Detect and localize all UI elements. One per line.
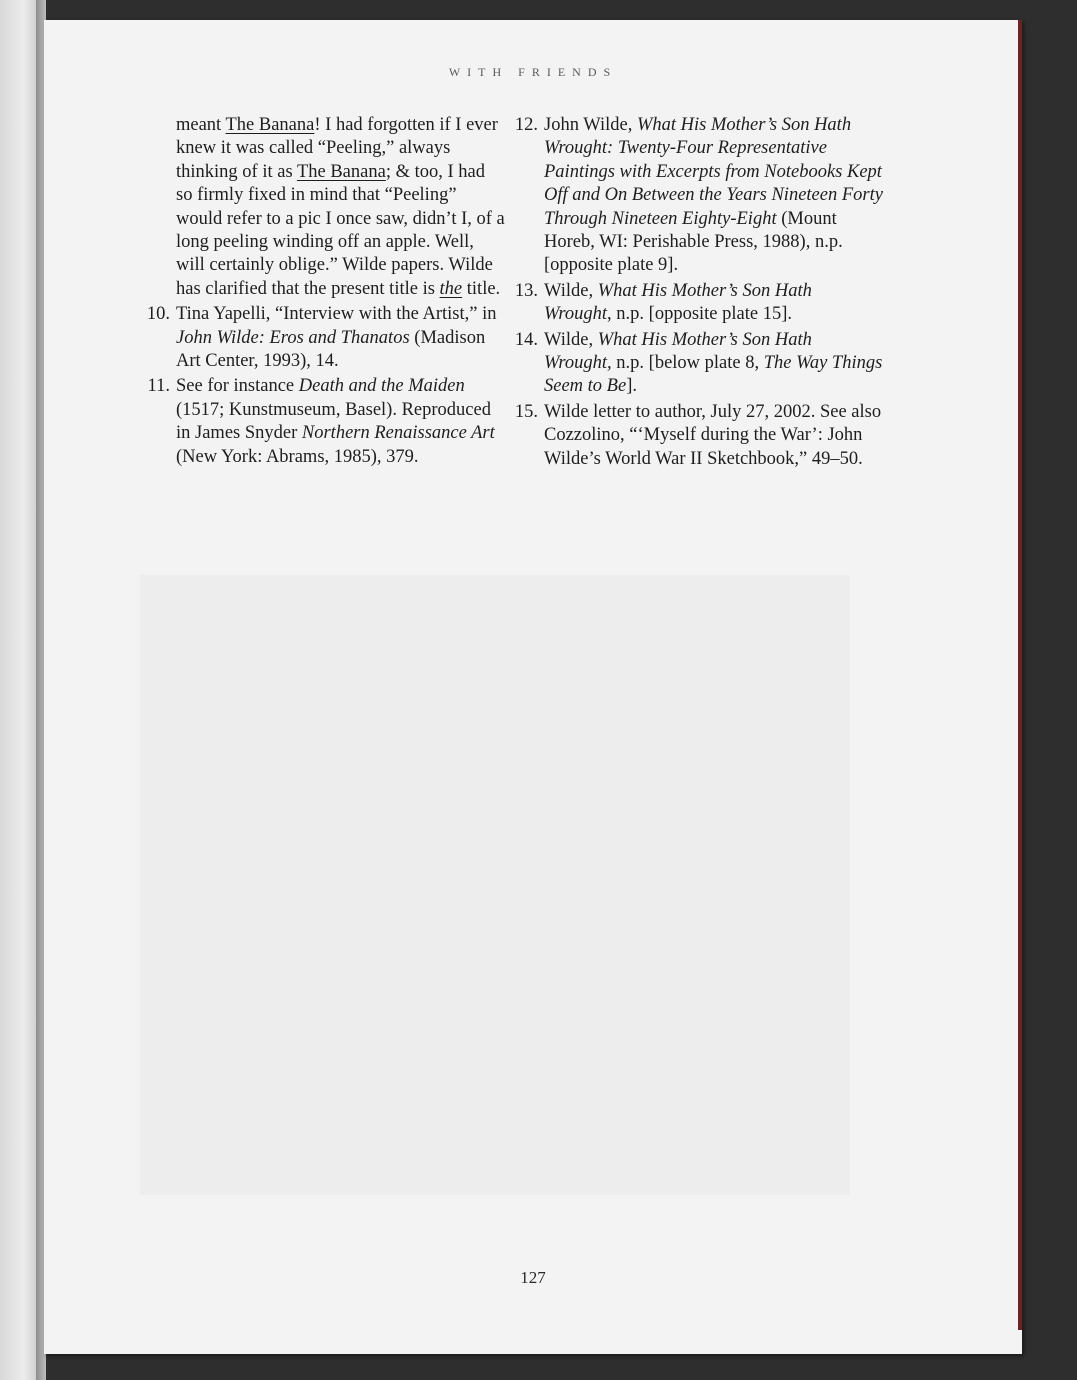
note-body [544,114,884,278]
running-head: WITH FRIENDS [448,65,618,79]
note-text: See for instance [176,376,299,397]
note-body [544,401,884,471]
italic-title: The Way Things Seem to Be [544,353,883,397]
note-text: meant [176,115,226,135]
note-text: (Mount Horeb, WI: Perishable Press, 1988), n.p. [opposite plate 9]. [544,208,843,276]
note-text: n.p. [below plate 8, [611,353,764,374]
note-text: Wilde letter to author, July 27, 2002. See also Cozzolino, “‘Myself during the War’: John Wilde’s World War II Sketchbook,” 49–50. [544,401,882,469]
book-page [44,20,1022,1354]
italic-title: What His Mother’s Son Hath Wrought: Twenty-Four Representative Paintings with Excerpts from Notebooks Kept Off and On Between the Years Nineteen Forty Through Nineteen Eighty-Eight [544,115,883,229]
note-text: John Wilde, [544,115,637,135]
note-text: ; & too, I had so firmly fixed in mind that “Peeling” would refer to a pic I once saw, didn’t I, of a long peeling winding off an apple. Well, will certainly oblige.” Wilde papers. Wilde has clarified that the present title is [176,161,505,299]
italic-title: John Wilde: Eros and Thanatos [176,327,410,348]
note-text: Wilde, [544,280,598,301]
notes-column-right [514,114,884,473]
note-number: 14. [514,329,538,350]
note-11 [147,375,506,469]
note-text: ! I had forgotten if I ever knew it was called “Peeling,” always thinking of it as [176,115,498,182]
note-number: 12. [514,115,538,135]
note-15 [514,401,884,471]
page-number: 127 [520,1268,546,1287]
italic-title: What His Mother’s Son Hath Wrought [544,280,812,325]
note-text: ]. [626,376,637,397]
note-text: Tina Yapelli, “Interview with the Artist,” in [176,304,497,325]
note-13 [514,280,884,327]
note-body [176,303,506,373]
note-12 [514,114,884,278]
notes-column-left [146,114,506,471]
note-body [544,280,884,327]
note-text: Wilde, [544,329,598,350]
note-number: 11. [147,376,170,397]
note-body [176,375,506,469]
note-body [544,329,884,399]
note-number: 15. [514,401,538,422]
note-14 [514,329,884,399]
underlined-emphasis: the [439,278,463,299]
underlined-title: The Banana [296,161,386,182]
note-text: title. [462,278,501,299]
note-text: (1517; Kunstmuseum, Basel). Reproduced in James Snyder [176,399,491,444]
note-text: (New York: Abrams, 1985), 379. [176,446,419,467]
note-number: 13. [514,280,538,301]
note-number: 10. [146,304,170,325]
note-text: , n.p. [opposite plate 15]. [607,304,793,325]
note-10 [146,303,506,373]
italic-title: Death and the Maiden [298,376,465,397]
note-9-continuation [176,114,506,301]
note-text: (Madison Art Center, 1993), 14. [176,327,486,372]
italic-title: Northern Renaissance Art [301,423,495,444]
facing-page-edge [0,0,40,1380]
page-edge-stripe [1018,20,1022,1330]
underlined-title: The Banana [225,115,315,135]
show-through-plate [140,575,850,1195]
italic-title: What His Mother’s Son Hath Wrought, [544,329,812,374]
